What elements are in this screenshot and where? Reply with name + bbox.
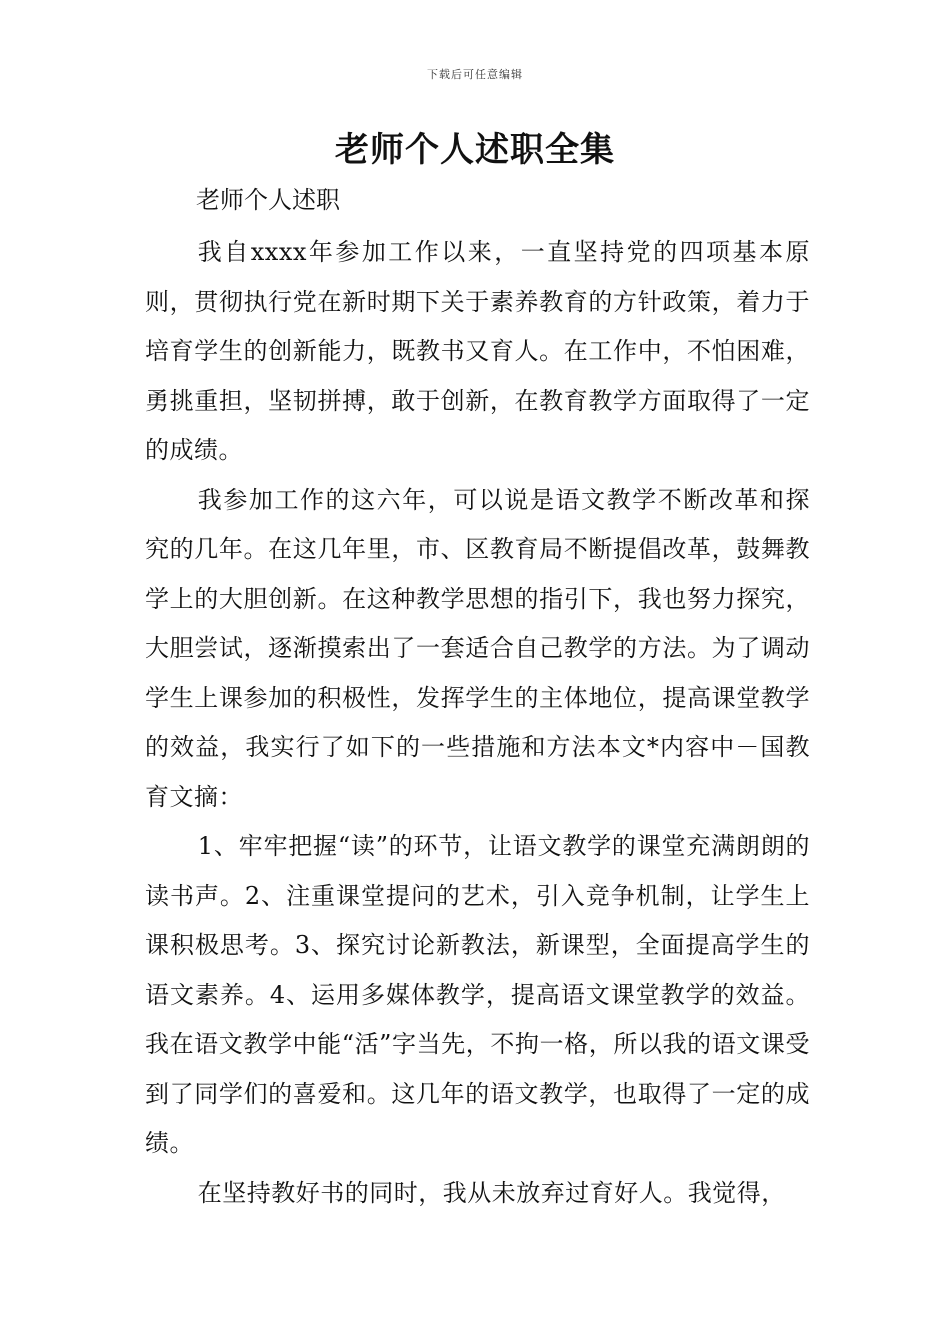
paragraph-4: 在坚持教好书的同时，我从未放弃过育好人。我觉得， — [197, 1178, 786, 1207]
header-note: 下载后可任意编辑 — [427, 68, 523, 81]
document-subtitle: 老师个人述职 — [196, 186, 340, 214]
document-title: 老师个人述职全集 — [335, 130, 615, 170]
document-body — [145, 228, 810, 1218]
paragraph-3: 1、牢牢把握“读”的环节，让语文教学的课堂充满朗朗的读书声。2、注重课堂提问的艺术，引入竞争机制，让学生上课积极思考。3、探究讨论新教法，新课型，全面提高学生的语文素养。4、运用多媒体教学，提高语文课堂教学的效益。我在语文教学中能“活”字当先，不拘一格，所以我的语文课受到了同学们的喜爱和。这几年的语文教学，也取得了一定的成绩。 — [145, 832, 810, 1157]
paragraph-1: 我自xxxx年参加工作以来，一直坚持党的四项基本原则，贯彻执行党在新时期下关于素养教育的方针政策，着力于培育学生的创新能力，既教书又育人。在工作中，不怕困难，勇挑重担，坚韧拼搏，敢于创新，在教育教学方面取得了一定的成绩。 — [145, 238, 810, 464]
paragraph-2: 我参加工作的这六年，可以说是语文教学不断改革和探究的几年。在这几年里，市、区教育局不断提倡改革，鼓舞教学上的大胆创新。在这种教学思想的指引下，我也努力探究，大胆尝试，逐渐摸索出了一套适合自己教学的方法。为了调动学生上课参加的积极性，发挥学生的主体地位，提高课堂教学的效益，我实行了如下的一些措施和方法本文*内容中－国教育文摘： — [145, 485, 810, 811]
